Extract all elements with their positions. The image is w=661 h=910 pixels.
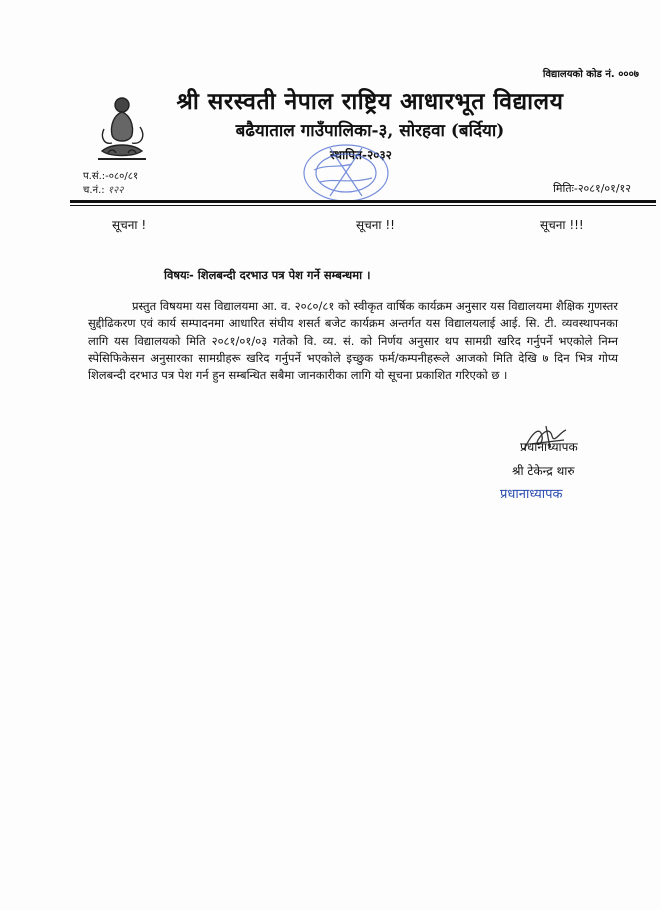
saraswati-logo-icon (94, 93, 150, 165)
notice-heading-1: सूचना ! (112, 218, 147, 232)
issue-date: मितिः-२०८१/०१/१२ (553, 182, 631, 195)
notice-heading-2: सूचना !! (356, 218, 395, 232)
signatory-name: श्री टेकेन्द्र थारु (512, 464, 575, 478)
dispatch-number-value: १२२ (107, 185, 124, 196)
signatory-title: प्रधानाध्यापक (520, 440, 578, 454)
designation-stamp: प्रधानाध्यापक (500, 487, 563, 502)
notice-heading-3: सूचना !!! (540, 218, 584, 232)
school-address: बढैयाताल गाउँपालिका-३, सोरहवा (बर्दिया) (235, 121, 505, 141)
header-divider-thick (70, 200, 656, 203)
school-name: श्री सरस्वती नेपाल राष्ट्रिय आधारभूत विद्यालय (176, 88, 564, 115)
subject-line: विषयः- शिलबन्दी दरभाउ पत्र पेश गर्ने सम्बन्धमा । (164, 268, 371, 282)
dispatch-number-label: च.नं.: (83, 185, 105, 196)
school-code: विद्यालयको कोड नं. ०००७ (542, 69, 639, 80)
school-round-stamp-icon (300, 140, 392, 206)
established-year: स्थापित-२०३२ (330, 148, 392, 162)
notice-body: प्रस्तुत विषयमा यस विद्यालयमा आ. व. २०८०/८१ को स्वीकृत वार्षिक कार्यक्रम अनुसार यस विद्यालयमा शैक्षिक गुणस्तर सुद्दीढिकरण एवं कार्य सम्पादनमा आधारित संघीय शसर्त बजेट कार्यक्रम अन्तर्गत यस विद्यालयलाई आई. सि. टी. व्यवस्थापनका लागि यस विद्यालयको मिति २०८१/०१/०३ गतेको वि. व्य. सं. को निर्णय अनुसार थप सामग्री खरिद गर्नुपर्ने भएकोले निम्न स्पेसिफिकेसन अनुसारका सामग्रीहरू खरिद गर्नुपर्ने भएकोले इच्छुक फर्म/कम्पनीहरूले आजको मिति देखि ७ दिन भित्र गोप्य शिलबन्दी दरभाउ पत्र पेश गर्न हुन सम्बन्धित सबैमा जानकारीका लागि यो सूचना प्रकाशित गरिएको छ । (88, 299, 618, 383)
reference-number: प.सं.:-०८०/८१ (83, 171, 139, 182)
header-divider-thin (70, 205, 656, 206)
dispatch-number (83, 182, 123, 196)
